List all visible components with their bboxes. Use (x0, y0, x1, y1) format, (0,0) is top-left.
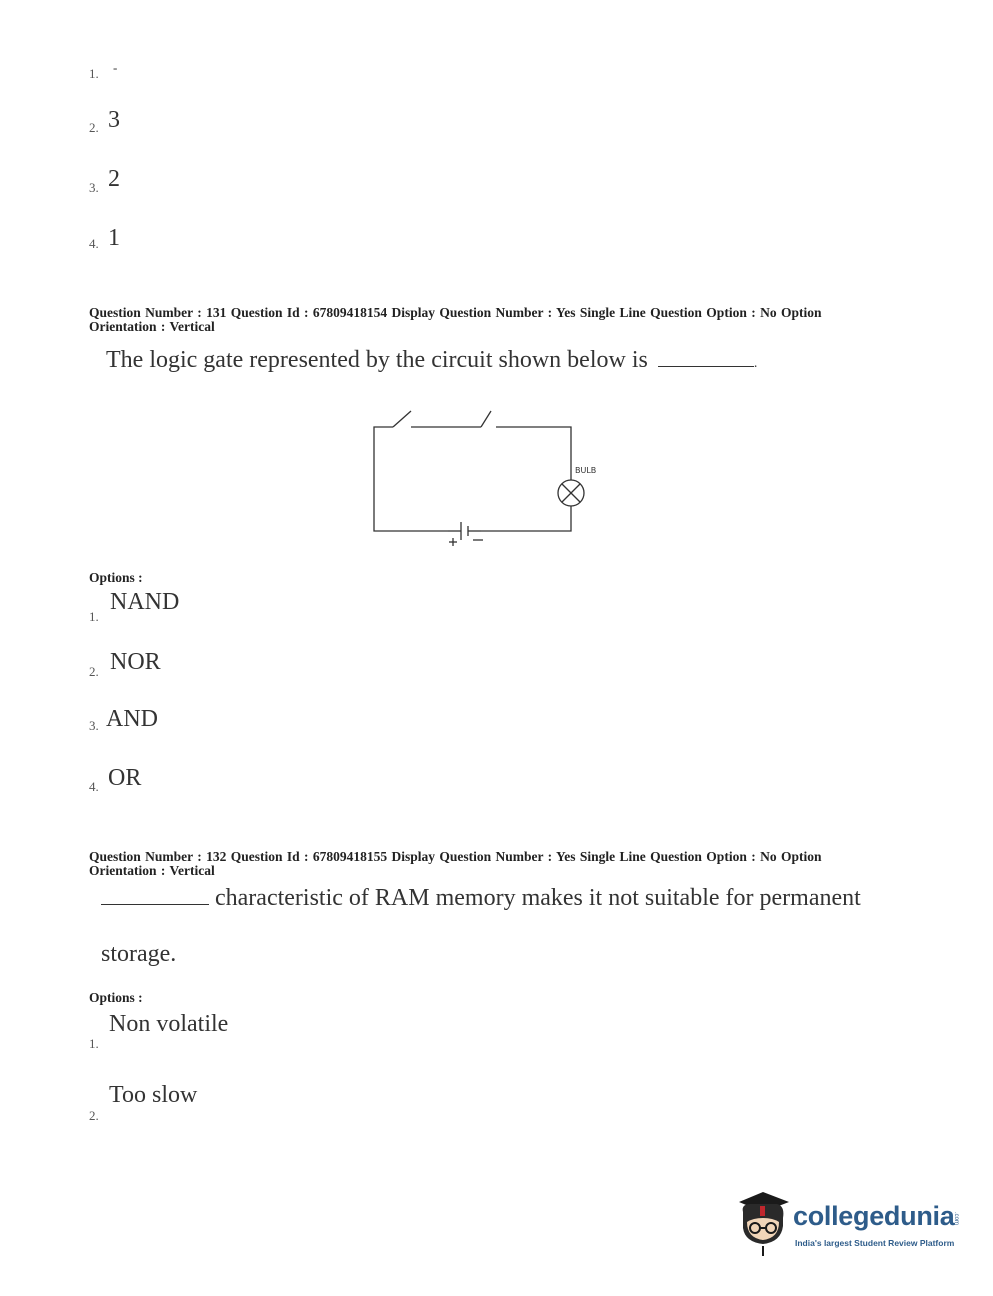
q131-option-4-number: 4. (89, 779, 99, 794)
prev-option-1-text: - (113, 60, 118, 75)
q132-question-text-2: storage. (101, 941, 177, 967)
fill-in-blank (101, 888, 209, 905)
switch-2 (481, 411, 491, 427)
circuit-diagram (360, 400, 610, 555)
q132-option-2-text: Too slow (109, 1082, 198, 1108)
q132-question-text-1: characteristic of RAM memory makes it not suitable for permanent (215, 885, 861, 911)
q131-meta: Question Number : 131 Question Id : 67809418154 Display Question Number : Yes Single Line Question Option : No Option Orientation : Vertical (89, 305, 822, 334)
q131-option-1-number: 1. (89, 609, 99, 624)
q131-option-3-number: 3. (89, 718, 99, 733)
q132-option-1-text: Non volatile (109, 1011, 229, 1037)
circuit-wire-left (374, 427, 448, 531)
circuit-wire-top-right (496, 427, 571, 480)
logo-tagline: India's largest Student Review Platform (795, 1238, 955, 1248)
fill-in-blank (658, 350, 754, 367)
prev-option-1-number: 1. (89, 66, 99, 81)
q131-option-1-text: NAND (110, 589, 180, 615)
q132-option-1-number: 1. (89, 1036, 99, 1051)
collegedunia-logo (733, 1188, 963, 1258)
prev-option-4-text: 1 (108, 225, 120, 251)
q131-option-2-number: 2. (89, 664, 99, 679)
prev-option-4-number: 4. (89, 236, 99, 251)
q131-question-end: . (753, 356, 758, 371)
q131-option-3-text: AND (106, 706, 158, 732)
q131-option-4-text: OR (108, 765, 142, 791)
bulb-label: BULB (575, 466, 597, 475)
prev-option-3-number: 3. (89, 180, 99, 195)
prev-option-3-text: 2 (108, 166, 120, 192)
q131-question-body: The logic gate represented by the circuit shown below is (106, 347, 648, 373)
mascot-icon (733, 1188, 793, 1258)
q132-options-label: Options : (89, 990, 143, 1005)
q132-option-2-number: 2. (89, 1108, 99, 1123)
switch-1 (393, 411, 411, 427)
prev-option-2-text: 3 (108, 107, 120, 133)
prev-option-2-number: 2. (89, 120, 99, 135)
q131-question-text (106, 347, 757, 374)
q131-options-label: Options : (89, 570, 143, 585)
logo-com: .com (953, 1212, 959, 1226)
circuit-wire-bottom-right (481, 506, 571, 531)
q132-meta: Question Number : 132 Question Id : 67809418155 Display Question Number : Yes Single Line Question Option : No Option Orientation : Vertical (89, 849, 822, 878)
logo-name: collegedunia (793, 1201, 955, 1231)
q131-option-2-text: NOR (110, 649, 161, 675)
q132-question-line-1 (101, 885, 861, 912)
